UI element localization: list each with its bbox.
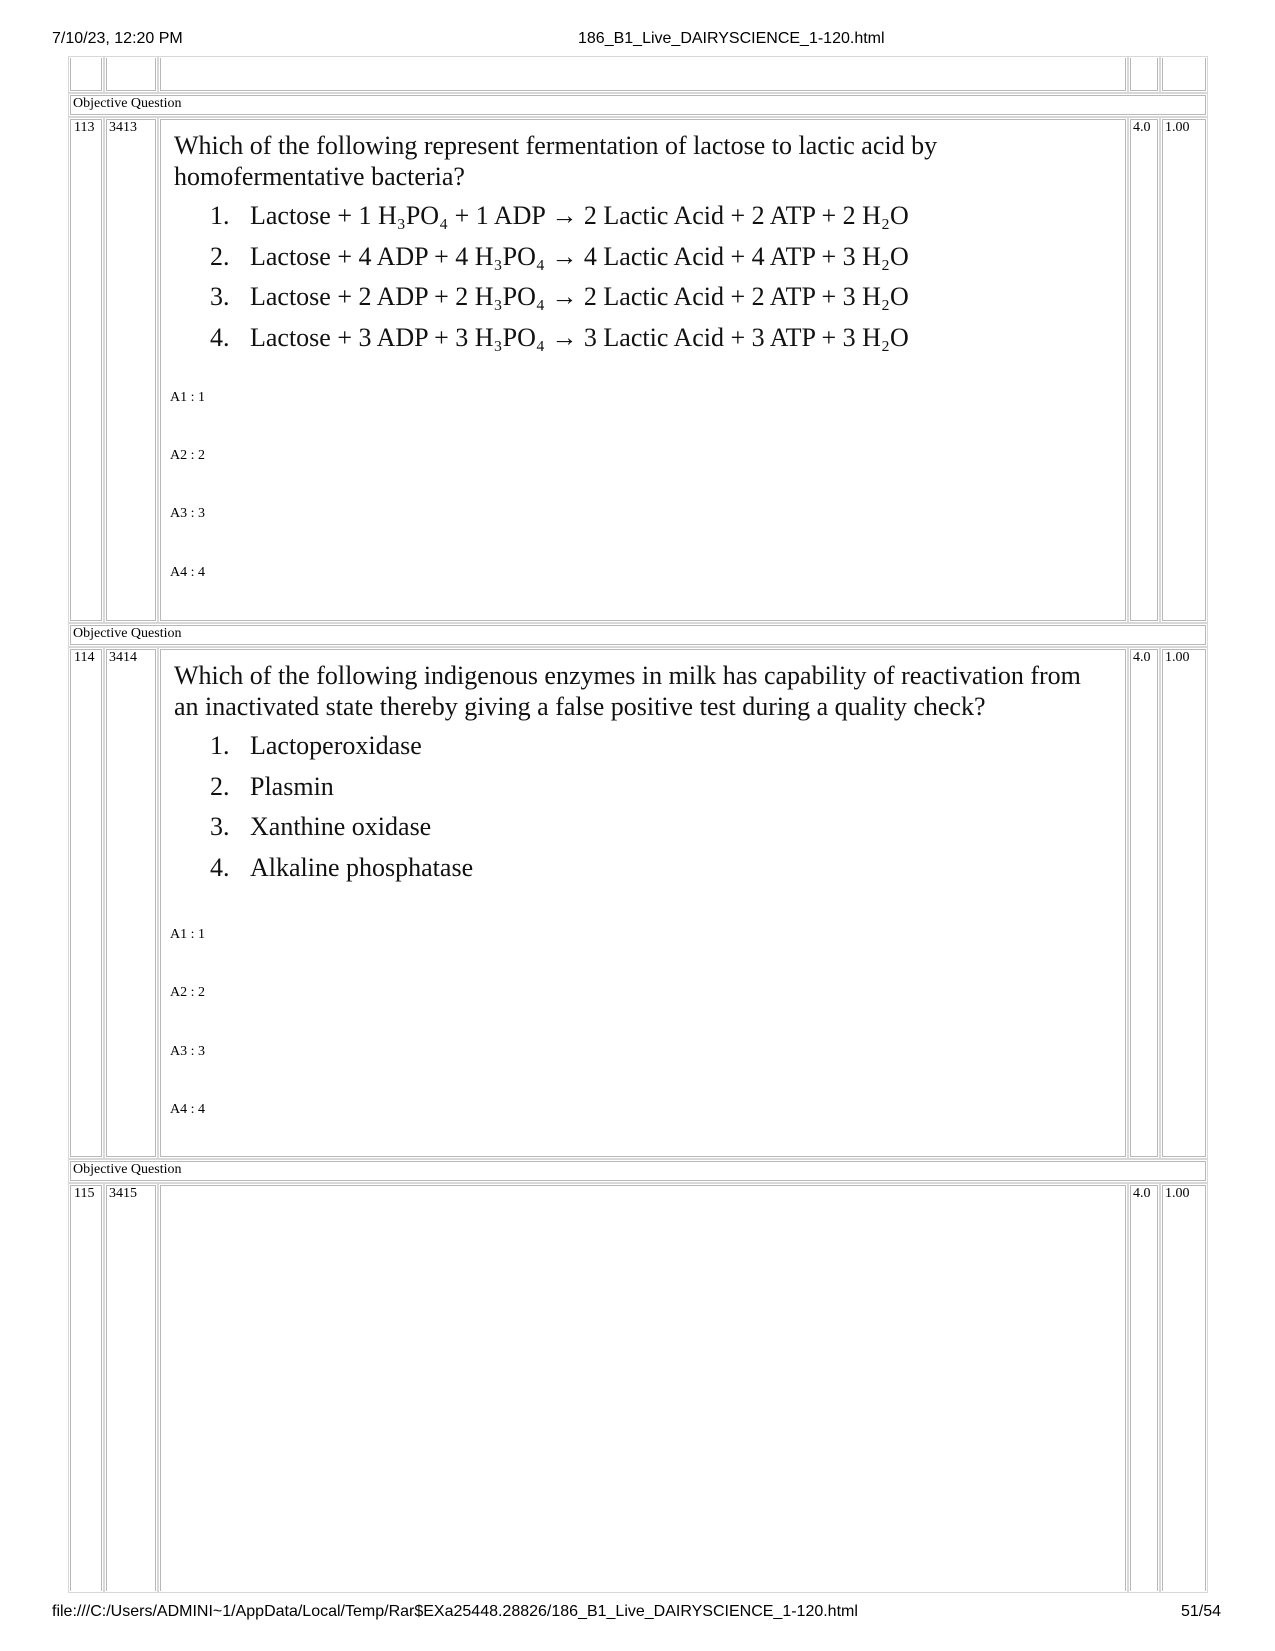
option-list [210, 196, 909, 358]
option-item [210, 807, 473, 848]
serial-number: 114 [74, 650, 95, 665]
negative-marks-cell [1162, 1185, 1206, 1591]
serial-cell [70, 1185, 102, 1591]
answer-key: A4 : 4 [170, 565, 205, 580]
option-item [210, 196, 909, 237]
prev-question-cell [160, 58, 1126, 91]
question-type-row [70, 95, 1206, 115]
question-type-row [70, 625, 1206, 645]
option-text: Lactose + 3 ADP + 3 H₃PO₄ → 3 Lactic Acid + 3 ATP + 3 H₂O [250, 322, 909, 352]
option-text: Lactoperoxidase [250, 731, 422, 760]
option-item [210, 237, 909, 278]
negative-marks-cell [1162, 119, 1206, 621]
option-number: 3. [210, 812, 230, 841]
prev-qid-cell [106, 58, 156, 91]
print-file-path: file:///C:/Users/ADMINI~1/AppData/Local/Temp/Rar$EXa25448.28826/186_B1_Live_DAIRYSCIENCE_1-120.html [52, 1603, 858, 1620]
option-text: Lactose + 1 H₃PO₄ + 1 ADP → 2 Lactic Acid + 2 ATP + 2 H₂O [250, 201, 909, 230]
question-type-label: Objective Question [73, 96, 182, 111]
question-text-line: an inactivated state thereby giving a false positive test during a quality check? [174, 692, 986, 721]
option-number: 4. [210, 322, 230, 352]
question-text-line: Which of the following indigenous enzymes in milk has capability of reactivation from [174, 661, 1081, 690]
print-document-title: 186_B1_Live_DAIRYSCIENCE_1-120.html [578, 30, 885, 47]
negative-marks-value: 1.00 [1165, 1186, 1190, 1201]
marks-value: 4.0 [1133, 120, 1151, 135]
option-text: Lactose + 4 ADP + 4 H₃PO₄ → 4 Lactic Acid + 4 ATP + 3 H₂O [250, 241, 909, 271]
option-item [210, 318, 909, 359]
question-type-label: Objective Question [73, 626, 182, 641]
prev-negative-cell [1162, 58, 1206, 91]
serial-cell [70, 119, 102, 621]
negative-marks-cell [1162, 649, 1206, 1157]
qid-cell [106, 1185, 156, 1591]
option-item [210, 726, 473, 767]
marks-value: 4.0 [1133, 650, 1151, 665]
question-cell [160, 119, 1126, 621]
option-number: 1. [210, 731, 230, 760]
question-type-row [70, 1161, 1206, 1181]
answer-key: A3 : 3 [170, 1044, 205, 1059]
question-id: 3413 [109, 120, 137, 135]
option-number: 2. [210, 241, 230, 271]
option-number: 4. [210, 852, 230, 882]
question-text-line: homofermentative bacteria? [174, 162, 465, 191]
question-text [174, 660, 1104, 722]
answer-key: A2 : 2 [170, 448, 205, 463]
qid-cell [106, 649, 156, 1157]
marks-cell [1130, 1185, 1158, 1591]
print-page-number: 51/54 [1181, 1603, 1222, 1620]
negative-marks-value: 1.00 [1165, 120, 1190, 135]
serial-number: 113 [74, 120, 95, 135]
question-cell [160, 1185, 1126, 1591]
serial-number: 115 [74, 1186, 95, 1201]
option-list [210, 726, 473, 888]
answer-key: A1 : 1 [170, 390, 205, 405]
option-text: Xanthine oxidase [250, 812, 432, 841]
option-text: Plasmin [250, 771, 334, 801]
question-type-label: Objective Question [73, 1162, 182, 1177]
option-text: Lactose + 2 ADP + 2 H₃PO₄ → 2 Lactic Acid + 2 ATP + 3 H₂O [250, 282, 909, 311]
option-text: Alkaline phosphatase [250, 852, 474, 882]
option-item [210, 277, 909, 318]
question-text-line: Which of the following represent fermentation of lactose to lactic acid by [174, 131, 938, 160]
option-number: 1. [210, 201, 230, 230]
marks-value: 4.0 [1133, 1186, 1151, 1201]
negative-marks-value: 1.00 [1165, 650, 1190, 665]
serial-cell [70, 649, 102, 1157]
question-id: 3414 [109, 650, 137, 665]
marks-cell [1130, 119, 1158, 621]
option-number: 3. [210, 282, 230, 311]
option-item [210, 767, 473, 808]
answer-key: A1 : 1 [170, 927, 205, 942]
print-datetime: 7/10/23, 12:20 PM [52, 30, 183, 47]
question-id: 3415 [109, 1186, 137, 1201]
answer-key: A2 : 2 [170, 985, 205, 1000]
marks-cell [1130, 649, 1158, 1157]
answer-key: A3 : 3 [170, 506, 205, 521]
option-item [210, 848, 473, 889]
qid-cell [106, 119, 156, 621]
option-number: 2. [210, 771, 230, 801]
prev-marks-cell [1130, 58, 1158, 91]
question-text [174, 130, 1104, 192]
prev-serial-cell [70, 58, 102, 91]
answer-key: A4 : 4 [170, 1102, 205, 1117]
